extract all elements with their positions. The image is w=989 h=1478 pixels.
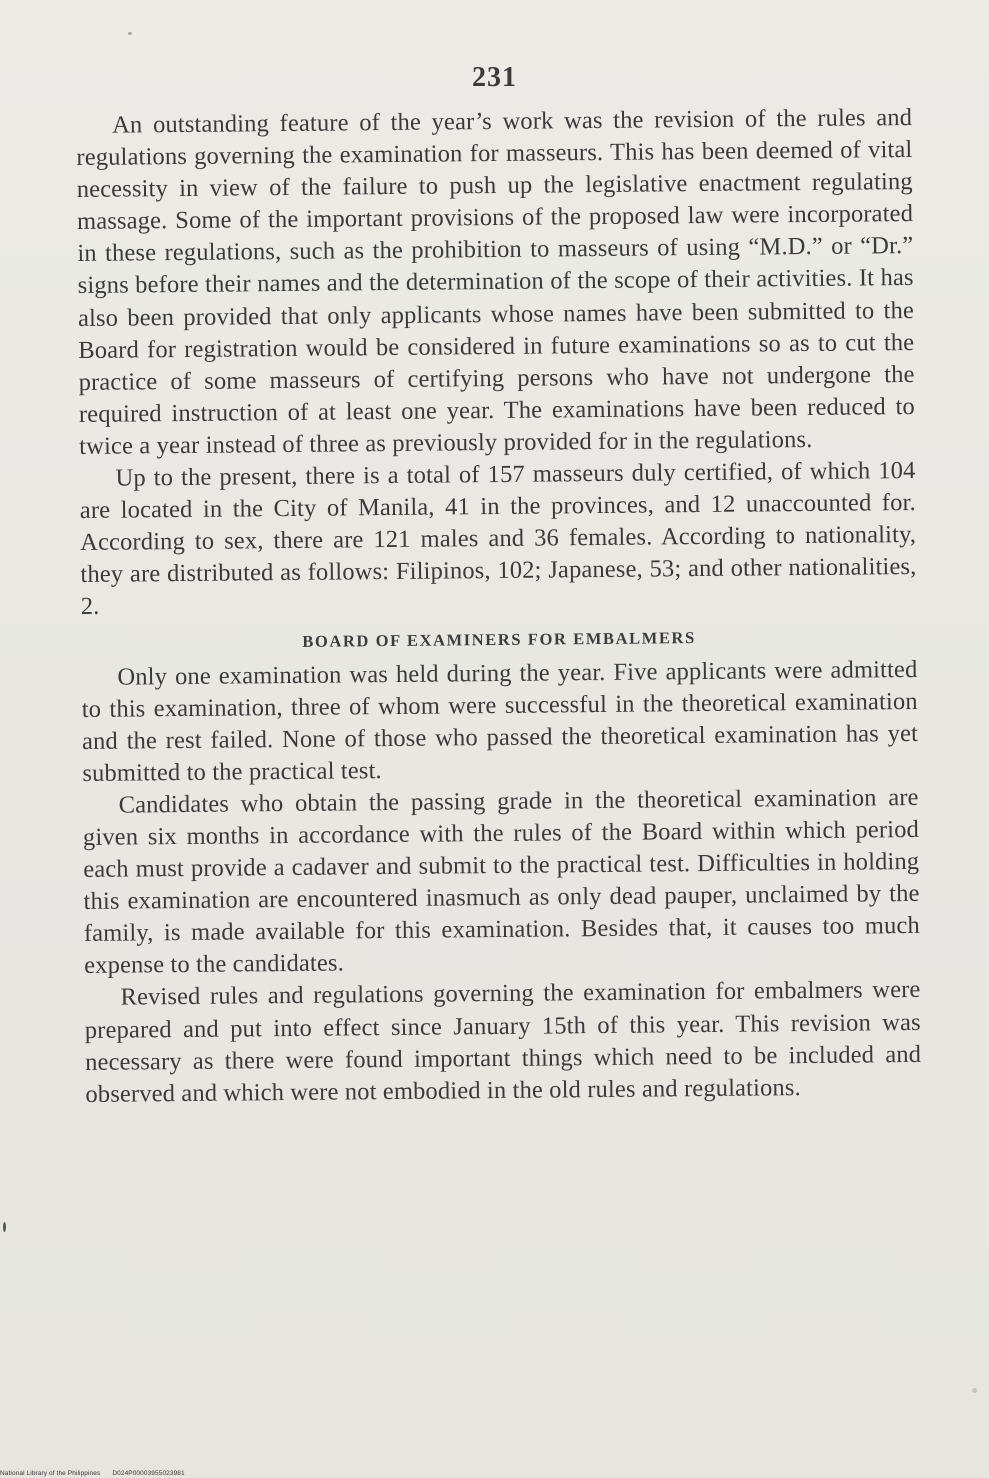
paragraph-embalmer-revised-rules: Revised rules and regulations governing the examination for embalmers were prepared and put into effect since January 15th of this year. This revision was necessary as there were found important things which need to be included and observed and which were not embodied in the old rules and regulations.: [84, 976, 922, 1108]
paragraph-embalmer-examination: Only one examination was held during the year. Five applicants were admitted to this examination, three of whom were successful in the theoretical examination and the rest failed. None of those who passed the theoretical examination has yet submitted to the practical test.: [81, 655, 919, 787]
scan-speck: [128, 32, 132, 35]
scan-speck: [3, 1222, 6, 1232]
paragraph-embalmer-candidates: Candidates who obtain the passing grade in the theoretical examination are given six months in accordance with the rules of the Board within which period each must provide a cadaver and submit to the practical test. Difficulties in holding this examination are encountered inasmuch as only dead pauper, unclaimed by the family, is made available for this examination. Besides that, it causes too much expense to the candidates.: [82, 783, 920, 980]
page-number: 231: [472, 62, 517, 93]
footer-code: D024P00003955023981: [112, 1470, 185, 1477]
footer-library: National Library of the Philippines: [0, 1470, 101, 1477]
paragraph-masseur-statistics: Up to the present, there is a total of 157 masseurs duly certified, of which 104 are located in the City of Manila, 41 in the provinces, and 12 unaccounted for. According to sex, there are 121 males and 36 females. According to nationality, they are distributed as follows: Filipinos, 102; Japanese, 53; and other nationalities, 2.: [79, 456, 917, 621]
scan-footer: [0, 1470, 185, 1477]
paragraph-masseur-rules: An outstanding feature of the year’s work was the revision of the rules and regulations governing the examination for masseurs. This has been deemed of vital necessity in view of the failure to push up the legislative enactment regulating massage. Some of the important provisions of the proposed law were incorporated in these regulations, such as the prohibition to masseurs of using “M.D.” or “Dr.” signs before their names and the determination of the scope of their activities. It has also been provided that only applicants whose names have been submitted to the Board for registration would be considered in future examinations so as to cut the practice of some masseurs of certifying persons who have not undergone the required instruction of at least one year. The examinations have been reduced to twice a year instead of three as previously provided for in the regulations.: [76, 103, 916, 460]
section-heading-embalmers: BOARD OF EXAMINERS FOR EMBALMERS: [302, 627, 696, 651]
body-text: [76, 102, 922, 1111]
scan-speck: [972, 1388, 977, 1393]
